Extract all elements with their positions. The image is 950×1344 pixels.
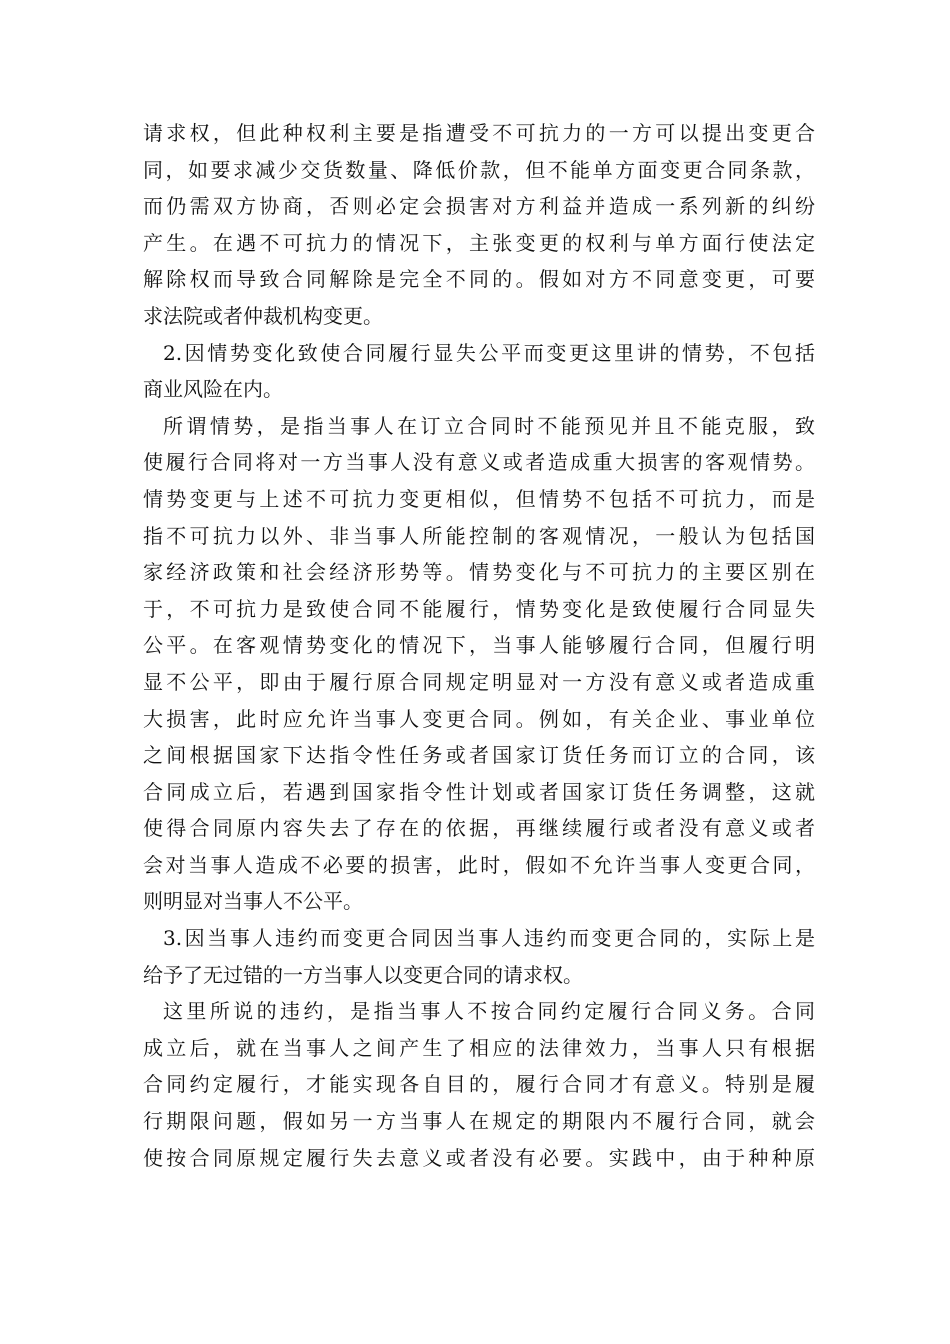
text-line: 情势变更与上述不可抗力变更相似，但情势不包括不可抗力，而是 — [143, 486, 815, 511]
text-line: 解除权而导致合同解除是完全不同的。假如对方不同意变更，可要 — [143, 267, 815, 292]
text-line: 所谓情势，是指当事人在订立合同时不能预见并且不能克服，致 — [163, 413, 815, 438]
text-line: 大损害，此时应允许当事人变更合同。例如，有关企业、事业单位 — [143, 706, 815, 731]
text-line: 求法院或者仲裁机构变更。 — [143, 303, 383, 328]
text-line: 成立后，就在当事人之间产生了相应的法律效力，当事人只有根据 — [143, 1035, 815, 1060]
text-line: 商业风险在内。 — [143, 377, 283, 402]
text-line: 使按合同原规定履行失去意义或者没有必要。实践中，由于种种原 — [143, 1145, 815, 1170]
text-line: 家经济政策和社会经济形势等。情势变化与不可抗力的主要区别在 — [143, 560, 815, 585]
text-line: 同，如要求减少交货数量、降低价款，但不能单方面变更合同条款， — [143, 157, 815, 182]
body-text — [143, 115, 815, 1176]
text-line: 3.因当事人违约而变更合同因当事人违约而变更合同的，实际上是 — [163, 926, 815, 951]
text-line: 使得合同原内容失去了存在的依据，再继续履行或者没有意义或者 — [143, 816, 815, 841]
text-line: 这里所说的违约，是指当事人不按合同约定履行合同义务。合同 — [163, 999, 815, 1024]
text-line: 则明显对当事人不公平。 — [143, 889, 363, 914]
text-line: 公平。在客观情势变化的情况下，当事人能够履行合同，但履行明 — [143, 633, 815, 658]
text-line: 之间根据国家下达指令性任务或者国家订货任务而订立的合同，该 — [143, 743, 815, 768]
text-line: 产生。在遇不可抗力的情况下，主张变更的权利与单方面行使法定 — [143, 230, 815, 255]
text-line: 于，不可抗力是致使合同不能履行，情势变化是致使履行合同显失 — [143, 596, 815, 621]
text-line: 指不可抗力以外、非当事人所能控制的客观情况，一般认为包括国 — [143, 523, 815, 548]
text-line: 而仍需双方协商，否则必定会损害对方利益并造成一系列新的纠纷 — [143, 194, 815, 219]
text-line: 会对当事人造成不必要的损害，此时，假如不允许当事人变更合同， — [143, 852, 815, 877]
text-line: 合同约定履行，才能实现各自目的，履行合同才有意义。特别是履 — [143, 1072, 815, 1097]
text-line: 显不公平，即由于履行原合同规定明显对一方没有意义或者造成重 — [143, 669, 815, 694]
text-line: 使履行合同将对一方当事人没有意义或者造成重大损害的客观情势。 — [143, 450, 815, 475]
text-line: 合同成立后，若遇到国家指令性计划或者国家订货任务调整，这就 — [143, 779, 815, 804]
text-line: 请求权，但此种权利主要是指遭受不可抗力的一方可以提出变更合 — [143, 121, 815, 145]
text-line: 2.因情势变化致使合同履行显失公平而变更这里讲的情势，不包括 — [163, 340, 815, 365]
text-line: 行期限问题，假如另一方当事人在规定的期限内不履行合同，就会 — [143, 1109, 815, 1134]
text-line: 给予了无过错的一方当事人以变更合同的请求权。 — [143, 962, 583, 987]
